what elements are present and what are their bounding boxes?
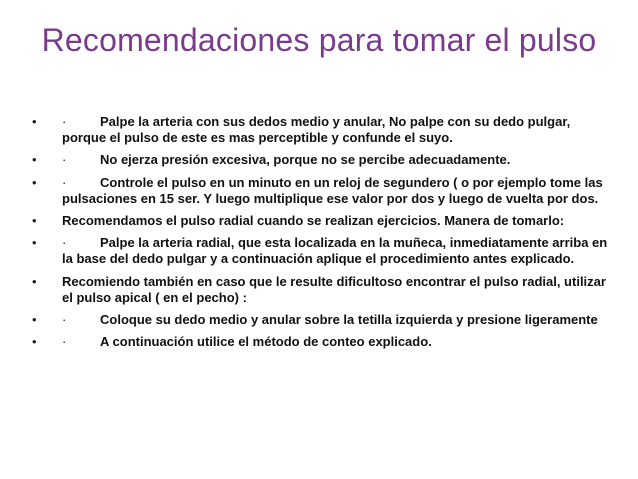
bullet-list [32, 114, 612, 356]
bullet-item [32, 175, 612, 207]
bullet-item [32, 334, 612, 350]
bullet-item [32, 235, 612, 267]
bullet-text: Recomiendo también en caso que le resulte dificultoso encontrar el pulso radial, utilizar el pulso apical ( en el pecho) : [62, 273, 606, 305]
bullet-text: A continuación utilice el método de conteo explicado. [100, 334, 432, 350]
bullet-text: Palpe la arteria radial, que esta localizada en la muñeca, inmediatamente arriba en la base del dedo pulgar y a continuación aplique el procedimiento antes explicado. [62, 235, 608, 267]
middle-dot-glyph: · [62, 334, 67, 350]
bullet-item [32, 114, 612, 146]
middle-dot-glyph: · [62, 312, 67, 328]
bullet-text: Controle el pulso en un minuto en un reloj de segundero ( o por ejemplo tome las pulsaciones en 15 ser. Y luego multiplique ese valor por dos y luego de vuelta por dos. [62, 174, 603, 206]
slide-title: Recomendaciones para tomar el pulso [41, 22, 597, 58]
bullet-text: Coloque su dedo medio y anular sobre la tetilla izquierda y presione ligeramente [100, 312, 598, 328]
bullet-text: No ejerza presión excesiva, porque no se percibe adecuadamente. [100, 152, 511, 168]
bullet-item [32, 152, 612, 168]
middle-dot-glyph: · [62, 114, 67, 129]
bullet-text: Recomendamos el pulso radial cuando se realizan ejercicios. Manera de tomarlo: [62, 213, 565, 229]
middle-dot-glyph: · [62, 235, 67, 251]
middle-dot-glyph: · [62, 174, 67, 190]
bullet-item [32, 213, 612, 229]
middle-dot-glyph: · [62, 152, 67, 168]
bullet-item [32, 312, 612, 328]
bullet-text: Palpe la arteria con sus dedos medio y anular, No palpe con su dedo pulgar, porque el pulso de este es mas perceptible y confunde el suyo. [62, 114, 571, 146]
bullet-item [32, 274, 612, 306]
